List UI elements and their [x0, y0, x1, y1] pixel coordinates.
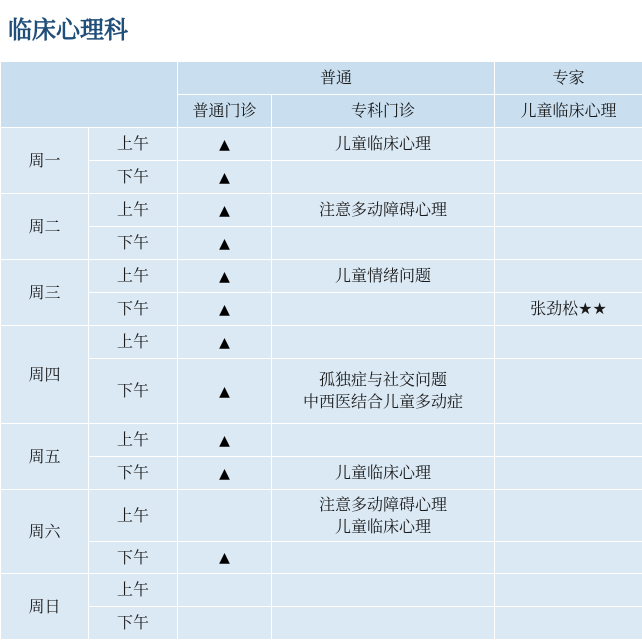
header-group-general: 普通: [178, 62, 495, 95]
specialty-cell: [272, 490, 495, 542]
header-group-expert: 专家: [495, 62, 642, 95]
period-cell: 下午: [89, 161, 178, 194]
table-row: [1, 227, 642, 260]
table-row: [1, 424, 642, 457]
period-cell: 上午: [89, 194, 178, 227]
expert-cell: [495, 260, 642, 293]
available-marker: ▲: [219, 302, 230, 318]
header-expert-child-psychology: 儿童临床心理: [495, 95, 642, 128]
specialty-cell: [272, 260, 495, 293]
header-row-groups: [1, 62, 642, 95]
expert-cell: 张劲松★★: [495, 293, 642, 326]
general-clinic-cell: [178, 424, 272, 457]
general-clinic-cell: [178, 293, 272, 326]
day-cell: 周一: [1, 128, 89, 194]
available-marker: ▲: [219, 137, 230, 153]
specialty-cell: [272, 424, 495, 457]
table-row: [1, 607, 642, 640]
period-cell: 上午: [89, 574, 178, 607]
specialty-item: 儿童临床心理: [272, 133, 494, 155]
general-clinic-cell: [178, 542, 272, 574]
expert-cell: [495, 326, 642, 359]
header-general-clinic: 普通门诊: [178, 95, 272, 128]
table-row: [1, 194, 642, 227]
table-row: [1, 359, 642, 424]
general-clinic-cell: [178, 457, 272, 490]
expert-cell: [495, 457, 642, 490]
specialty-cell: [272, 227, 495, 260]
period-cell: 上午: [89, 424, 178, 457]
table-row: [1, 326, 642, 359]
specialty-cell: [272, 194, 495, 227]
specialty-item: 孤独症与社交问题: [272, 369, 494, 391]
table-row: [1, 161, 642, 194]
day-cell: 周三: [1, 260, 89, 326]
general-clinic-cell: [178, 161, 272, 194]
specialty-cell: [272, 326, 495, 359]
general-clinic-cell: [178, 574, 272, 607]
general-clinic-cell: [178, 194, 272, 227]
specialty-cell: [272, 457, 495, 490]
header-corner: [1, 62, 178, 128]
expert-cell: [495, 607, 642, 640]
page-title: 临床心理科: [0, 0, 642, 61]
expert-cell: [495, 490, 642, 542]
specialty-item: 儿童情绪问题: [272, 265, 494, 287]
day-cell: 周五: [1, 424, 89, 490]
specialty-cell: [272, 607, 495, 640]
general-clinic-cell: [178, 326, 272, 359]
period-cell: 下午: [89, 457, 178, 490]
available-marker: ▲: [219, 550, 230, 566]
available-marker: ▲: [219, 170, 230, 186]
expert-cell: [495, 359, 642, 424]
expert-cell: [495, 194, 642, 227]
available-marker: ▲: [219, 203, 230, 219]
table-row: [1, 574, 642, 607]
schedule-table: [0, 61, 642, 640]
available-marker: ▲: [219, 335, 230, 351]
period-cell: 下午: [89, 542, 178, 574]
table-row: [1, 293, 642, 326]
general-clinic-cell: [178, 607, 272, 640]
specialty-cell: [272, 293, 495, 326]
specialty-item: 注意多动障碍心理: [272, 494, 494, 516]
general-clinic-cell: [178, 490, 272, 542]
specialty-cell: [272, 359, 495, 424]
expert-cell: [495, 161, 642, 194]
table-row: [1, 542, 642, 574]
general-clinic-cell: [178, 260, 272, 293]
day-cell: 周日: [1, 574, 89, 640]
expert-cell: [495, 227, 642, 260]
available-marker: ▲: [219, 236, 230, 252]
period-cell: 上午: [89, 326, 178, 359]
period-cell: 上午: [89, 490, 178, 542]
specialty-cell: [272, 128, 495, 161]
period-cell: 上午: [89, 260, 178, 293]
specialty-item: 儿童临床心理: [272, 462, 494, 484]
specialty-item: 注意多动障碍心理: [272, 199, 494, 221]
available-marker: ▲: [219, 269, 230, 285]
period-cell: 下午: [89, 227, 178, 260]
table-row: [1, 490, 642, 542]
available-marker: ▲: [219, 466, 230, 482]
available-marker: ▲: [219, 433, 230, 449]
period-cell: 上午: [89, 128, 178, 161]
specialty-item: 中西医结合儿童多动症: [272, 391, 494, 413]
header-specialty-clinic: 专科门诊: [272, 95, 495, 128]
period-cell: 下午: [89, 293, 178, 326]
general-clinic-cell: [178, 227, 272, 260]
period-cell: 下午: [89, 607, 178, 640]
day-cell: 周四: [1, 326, 89, 424]
specialty-cell: [272, 574, 495, 607]
expert-cell: [495, 424, 642, 457]
general-clinic-cell: [178, 359, 272, 424]
expert-cell: [495, 542, 642, 574]
specialty-cell: [272, 542, 495, 574]
table-row: [1, 260, 642, 293]
table-row: [1, 457, 642, 490]
available-marker: ▲: [219, 384, 230, 400]
general-clinic-cell: [178, 128, 272, 161]
day-cell: 周二: [1, 194, 89, 260]
expert-cell: [495, 574, 642, 607]
table-row: [1, 128, 642, 161]
day-cell: 周六: [1, 490, 89, 574]
specialty-cell: [272, 161, 495, 194]
period-cell: 下午: [89, 359, 178, 424]
specialty-item: 儿童临床心理: [272, 516, 494, 538]
expert-cell: [495, 128, 642, 161]
